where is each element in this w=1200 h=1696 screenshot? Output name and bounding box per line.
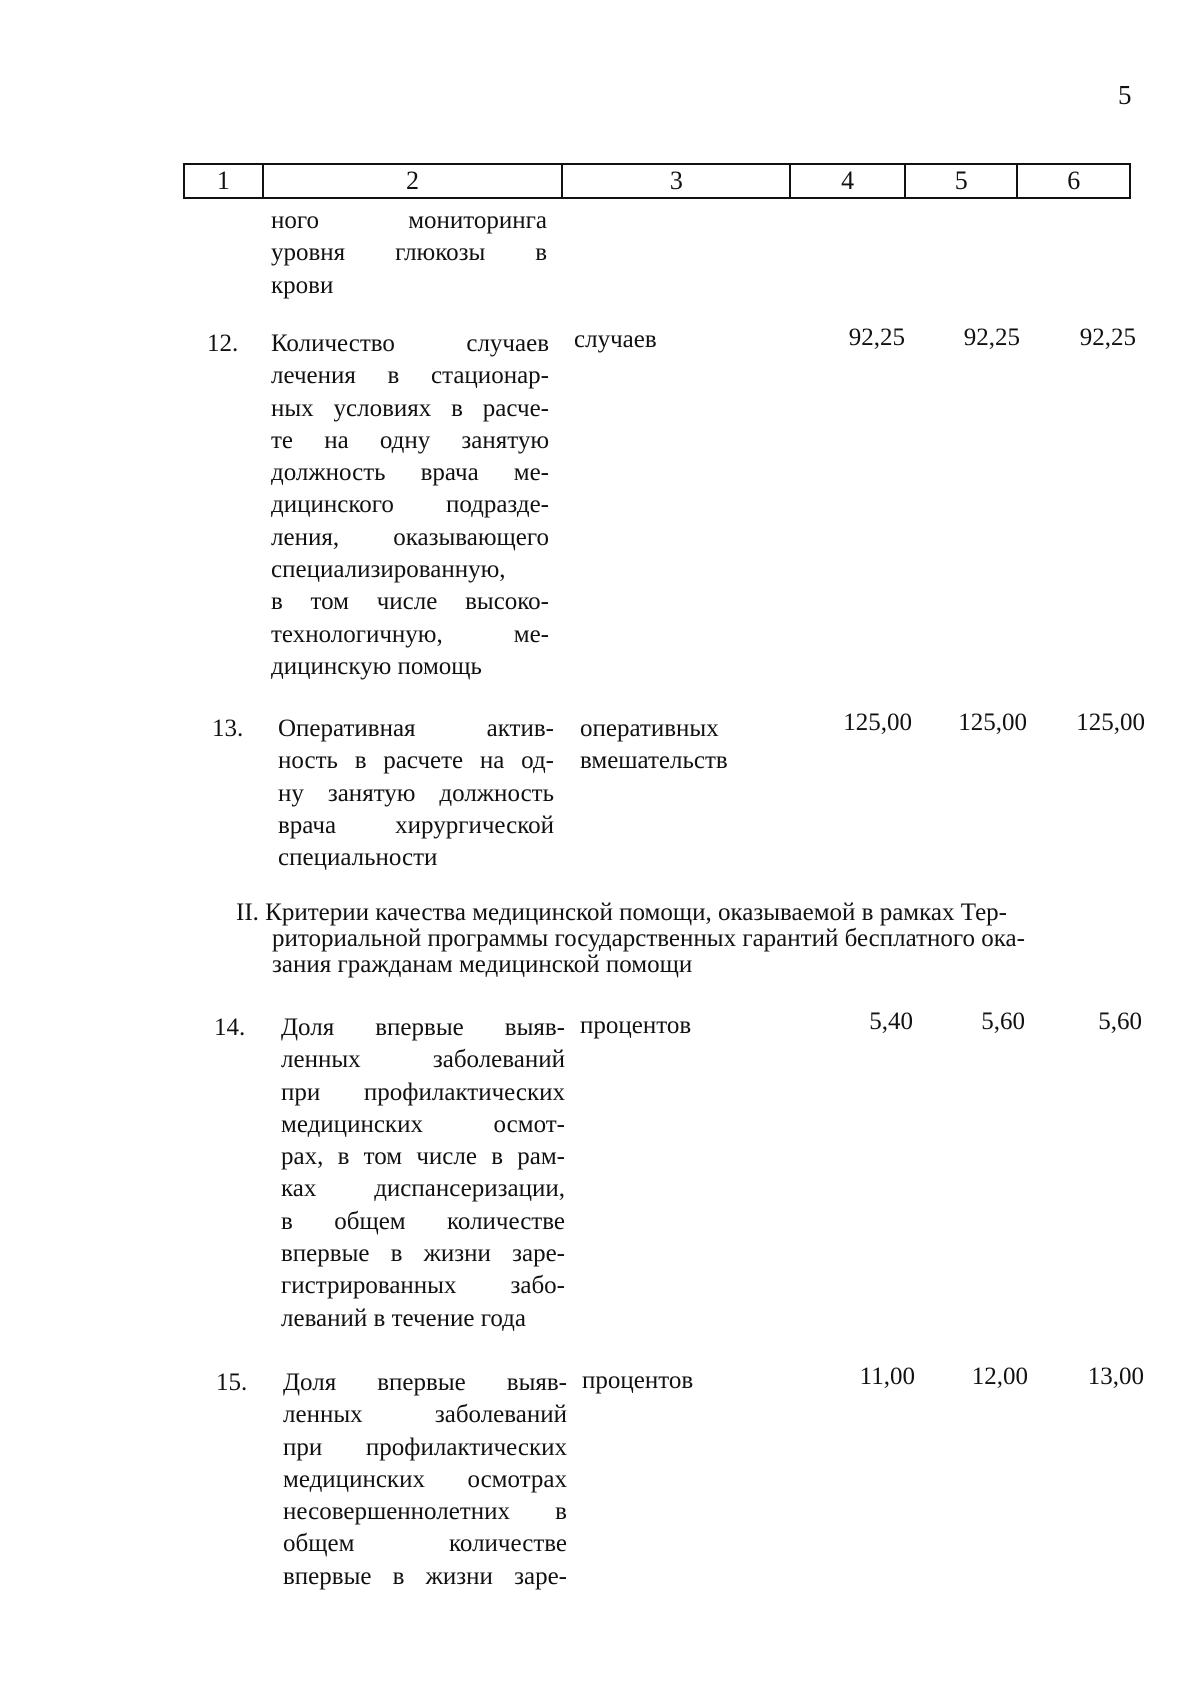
description-line: Доля впервые выяв- bbox=[281, 1014, 565, 1041]
description-line: Количество случаев bbox=[271, 330, 549, 357]
unit-line: оперативных bbox=[580, 715, 719, 742]
header-col-6: 6 bbox=[1067, 166, 1081, 195]
description-line: леваний в течение года bbox=[281, 1304, 526, 1332]
description-line: специальности bbox=[278, 844, 438, 872]
description-line: ных условиях в расче- bbox=[271, 394, 549, 422]
description-line: гистрированных забо- bbox=[281, 1272, 565, 1300]
unit-line: вмешательств bbox=[580, 747, 728, 775]
description-line: ленных заболеваний bbox=[281, 1046, 565, 1074]
unit-line: случаев bbox=[574, 326, 657, 353]
description-line: ного мониторинга bbox=[271, 207, 547, 234]
row-description bbox=[281, 1012, 565, 1335]
description-line: несовершеннолетних в bbox=[283, 1498, 567, 1526]
section-heading-line: зания гражданам медицинской помощи bbox=[272, 951, 693, 978]
row-description bbox=[271, 205, 547, 302]
unit-line: процентов bbox=[580, 1012, 692, 1039]
row-number: 12. bbox=[207, 330, 239, 357]
description-line: дицинскую помощь bbox=[271, 652, 482, 680]
page-number: 5 bbox=[1118, 80, 1132, 110]
description-line: впервые в жизни заре- bbox=[283, 1562, 567, 1590]
description-line: при профилактических bbox=[283, 1433, 567, 1461]
row-description bbox=[283, 1367, 567, 1593]
description-line: впервые в жизни заре- bbox=[281, 1240, 565, 1268]
value-col-5: 5,60 bbox=[981, 1008, 1025, 1035]
description-line: технологичную, ме- bbox=[271, 620, 549, 648]
description-line: Оперативная актив- bbox=[278, 715, 554, 742]
header-col-2: 2 bbox=[264, 165, 564, 197]
row-unit bbox=[580, 713, 780, 778]
row-description bbox=[271, 328, 549, 683]
value-col-4: 5,40 bbox=[869, 1008, 913, 1035]
value-col-6: 92,25 bbox=[1079, 324, 1136, 351]
header-col-1: 1 bbox=[185, 165, 264, 197]
value-col-6: 125,00 bbox=[1076, 709, 1145, 736]
value-col-5: 12,00 bbox=[971, 1363, 1028, 1390]
description-line: лечения в стационар- bbox=[271, 362, 549, 390]
header-col-5: 5 bbox=[906, 165, 1019, 197]
value-col-6: 13,00 bbox=[1087, 1363, 1144, 1390]
row-unit bbox=[574, 324, 774, 356]
header-col-3: 3 bbox=[563, 165, 791, 197]
description-line: те на одну занятую bbox=[271, 426, 549, 454]
row-number: 13. bbox=[212, 715, 244, 742]
value-col-6: 5,60 bbox=[1098, 1008, 1142, 1035]
description-line: Доля впервые выяв- bbox=[283, 1369, 567, 1396]
description-line: медицинских осмот- bbox=[281, 1110, 565, 1138]
row-number: 15. bbox=[216, 1369, 248, 1396]
row-number: 14. bbox=[214, 1014, 246, 1041]
row-unit bbox=[582, 1365, 782, 1397]
header-col-4: 4 bbox=[791, 165, 906, 197]
description-line: уровня глюкозы в bbox=[271, 239, 547, 267]
value-col-4: 125,00 bbox=[843, 709, 912, 736]
value-col-4: 92,25 bbox=[848, 324, 905, 351]
section-heading-line: II. Критерии качества медицинской помощи, оказываемой в рамках Тер- bbox=[236, 899, 1007, 926]
description-line: дицинского подразде- bbox=[271, 491, 549, 519]
row-description bbox=[278, 713, 554, 874]
description-line: ления, оказывающего bbox=[271, 523, 549, 551]
description-line: медицинских осмотрах bbox=[283, 1465, 567, 1493]
value-col-5: 125,00 bbox=[958, 709, 1027, 736]
description-line: при профилактических bbox=[281, 1078, 565, 1106]
section-heading-line: риториальной программы государственных гарантий бесплатного ока- bbox=[272, 925, 1025, 952]
value-col-5: 92,25 bbox=[963, 324, 1020, 351]
description-line: в общем количестве bbox=[281, 1207, 565, 1235]
description-line: ность в расчете на од- bbox=[278, 747, 554, 775]
description-line: ках диспансеризации, bbox=[281, 1175, 565, 1203]
unit-line: процентов bbox=[582, 1367, 694, 1394]
description-line: специализированную, bbox=[271, 556, 506, 584]
section-heading bbox=[236, 900, 1136, 978]
description-line: ну занятую должность bbox=[278, 779, 554, 807]
description-line: врача хирургической bbox=[278, 811, 554, 839]
description-line: рах, в том числе в рам- bbox=[281, 1143, 565, 1171]
description-line: должность врача ме- bbox=[271, 459, 549, 487]
table-header bbox=[183, 163, 1131, 199]
description-line: в том числе высоко- bbox=[271, 588, 549, 616]
row-unit bbox=[580, 1010, 780, 1042]
value-col-4: 11,00 bbox=[859, 1363, 915, 1390]
description-line: ленных заболеваний bbox=[283, 1401, 567, 1429]
description-line: общем количестве bbox=[283, 1530, 567, 1558]
description-line: крови bbox=[271, 271, 334, 299]
